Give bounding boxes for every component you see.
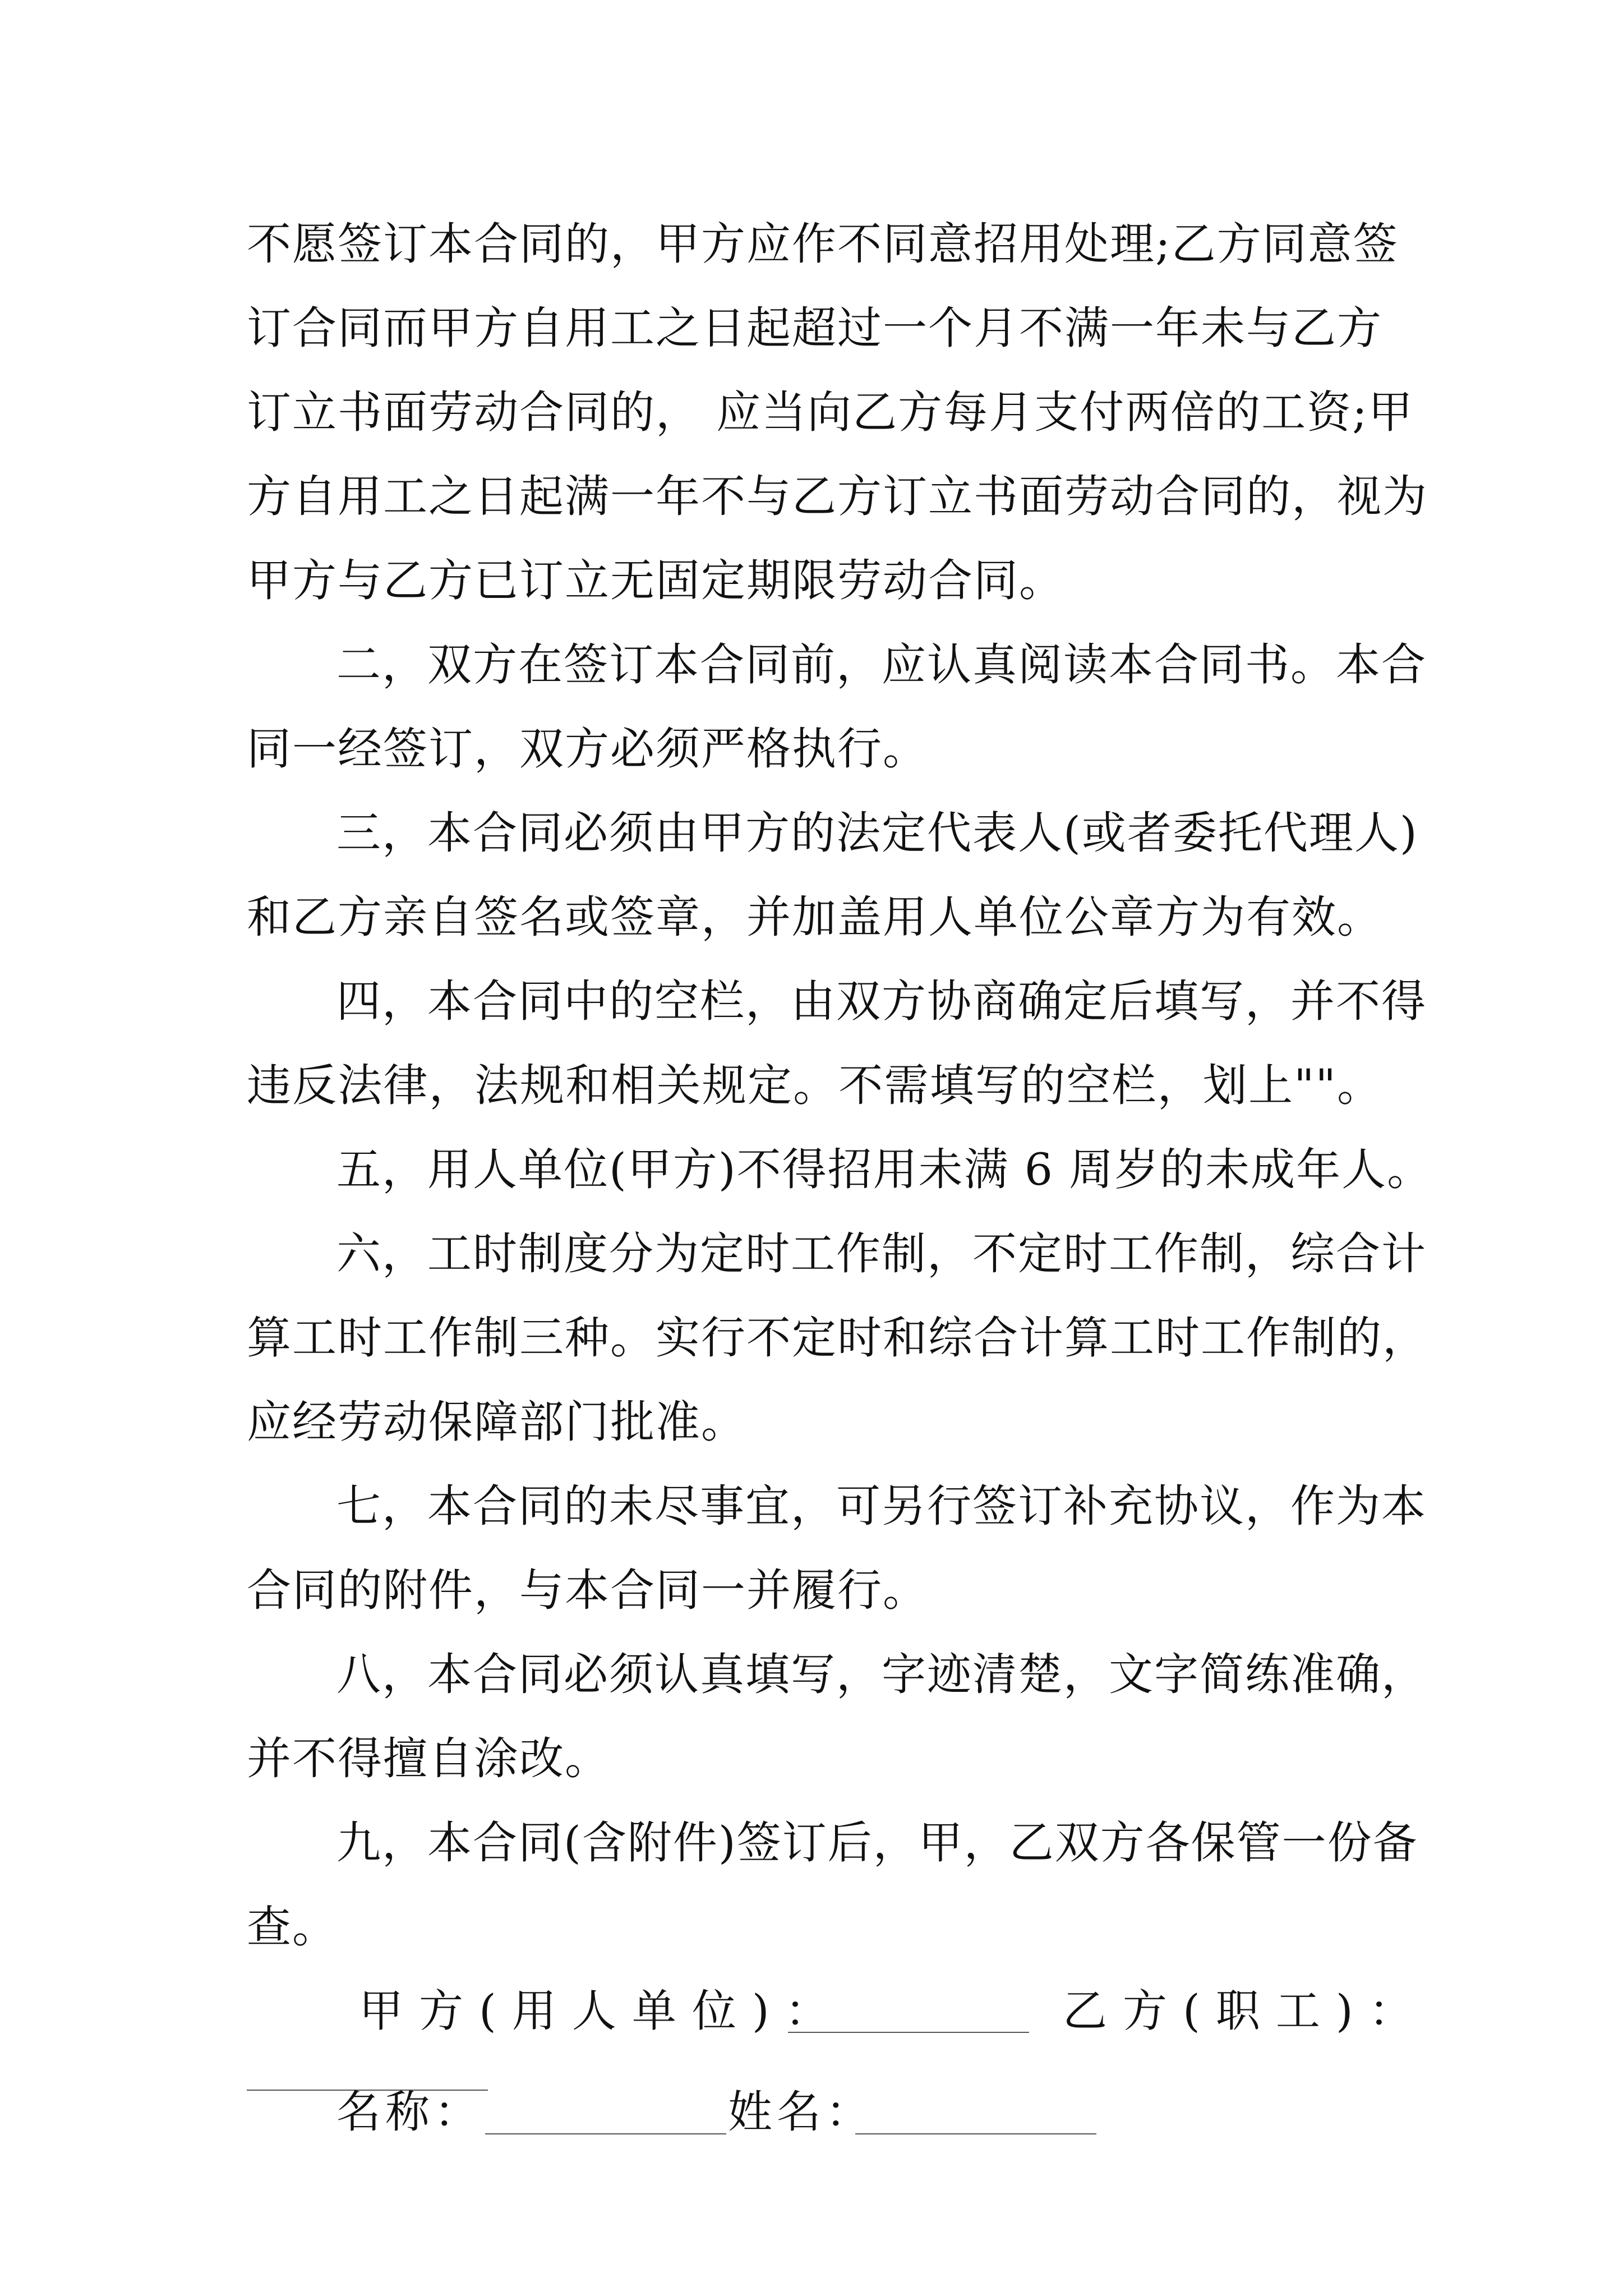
clause-six-line: 算工时工作制三种。实行不定时和综合计算工时工作制的，	[247, 1312, 1428, 1364]
person-name-blank[interactable]	[855, 2133, 1096, 2134]
clause-nine-line: 查。	[247, 1901, 338, 1953]
clause-eight-line: 八，本合同必须认真填写，字迹清楚，文字简练准确，	[336, 1649, 1427, 1700]
clause-two-line: 同一经签订，双方必须严格执行。	[247, 723, 928, 775]
clause-seven-line: 合同的附件，与本合同一并履行。	[247, 1565, 928, 1616]
clause-six-line: 应经劳动保障部门批准。	[247, 1396, 746, 1448]
paragraph-line: 不愿签订本合同的，甲方应作不同意招用处理;乙方同意签	[247, 218, 1399, 270]
name-blank[interactable]	[485, 2133, 726, 2134]
name-label: 名称：	[336, 2086, 483, 2138]
clause-three-line: 和乙方亲自签名或签章，并加盖用人单位公章方为有效。	[247, 891, 1382, 943]
clause-four-line: 四，本合同中的空栏，由双方协商确定后填写，并不得	[336, 976, 1427, 1027]
clause-nine-line: 九，本合同(含附件)签订后，甲，乙双方各保管一份备	[336, 1817, 1418, 1869]
clause-six-line: 六，工时制度分为定时工作制，不定时工作制，综合计	[336, 1228, 1427, 1280]
clause-seven-line: 七，本合同的未尽事宜，可另行签订补充协议，作为本	[336, 1480, 1427, 1532]
paragraph-line: 订立书面劳动合同的， 应当向乙方每月支付两倍的工资;甲	[247, 386, 1414, 438]
paragraph-line: 甲方与乙方已订立无固定期限劳动合同。	[247, 555, 1064, 606]
person-name-label: 姓名：	[728, 2086, 874, 2138]
party-a-blank[interactable]	[788, 2032, 1029, 2033]
clause-eight-line: 并不得擅自涂改。	[247, 1733, 610, 1784]
clause-two-line: 二，双方在签订本合同前，应认真阅读本合同书。本合	[336, 639, 1427, 691]
clause-five-line: 五，用人单位(甲方)不得招用未满 6 周岁的未成年人。	[336, 1144, 1433, 1195]
clause-four-line: 违反法律，法规和相关规定。不需填写的空栏，划上""。	[247, 1060, 1382, 1111]
party-a-label: 甲方(用人单位)：	[359, 1985, 845, 2037]
party-b-label: 乙方(职工)：	[1063, 1985, 1429, 2037]
paragraph-line: 方自用工之日起满一年不与乙方订立书面劳动合同的，视为	[247, 471, 1428, 522]
paragraph-line: 订合同而甲方自用工之日起超过一个月不满一年未与乙方	[247, 302, 1382, 354]
clause-three-line: 三，本合同必须由甲方的法定代表人(或者委托代理人)	[336, 807, 1418, 859]
